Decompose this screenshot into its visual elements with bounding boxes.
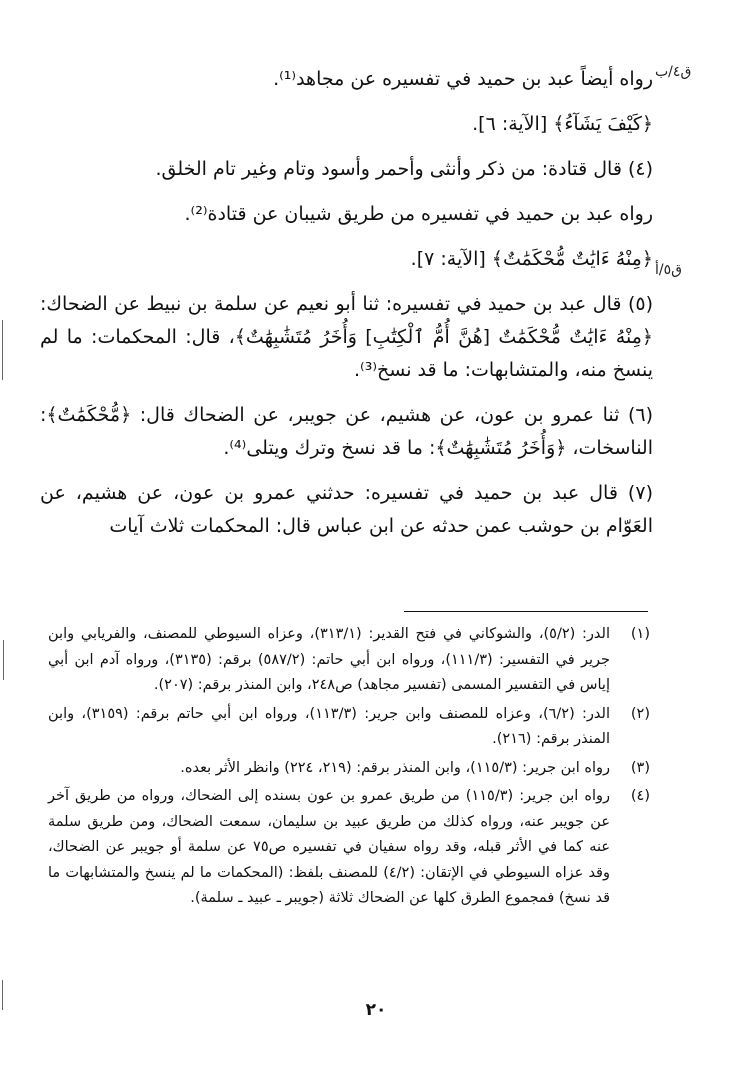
scan-edge-mark-1 <box>2 320 3 380</box>
footnote-text: رواه ابن جرير: (١١٥/٣)، وابن المنذر برقم: (٢١٩، ٢٢٤) وانظر الأثر بعده. <box>180 759 610 776</box>
paragraph-3: رواه عبد بن حميد في تفسيره من طريق شيبان عن قتادة⁽²⁾. <box>184 203 653 225</box>
paragraph-2: (٤) قال قتادة: من ذكر وأنثى وأحمر وأسود وتام وغير تام الخلق. <box>155 158 653 180</box>
paragraph-6: (٧) قال عبد بن حميد في تفسيره: حدثني عمرو بن عون، عن هشيم، عن العَوّام بن حوشب عمن حدثه عن ابن عباس قال: المحكمات ثلاث آيات <box>40 482 653 537</box>
verse-citation-2: ﴿مِنْهُ ءَايَٰتٌ مُّحْكَمَٰتٌ﴾ [الآية: ٧]. <box>410 248 653 270</box>
footnote-number: (٢) <box>630 705 650 722</box>
footnote-number: (١) <box>630 626 650 642</box>
manuscript-folio-note-1: ق٤/ب <box>655 64 692 80</box>
footnote-text: الدر: (٦/٢)، وعزاه للمصنف وابن جرير: (١١٣/٣)، ورواه ابن أبي حاتم برقم: (٣١٥٩)، وابن المنذر برقم: (٢١٦). <box>48 705 610 747</box>
footnote-text: الدر: (٥/٢)، والشوكاني في فتح القدير: (٣١٣/١)، وعزاه السيوطي للمصنف، والفريابي وابن جرير في التفسير: (١١١/٣)، ورواه ابن أبي حاتم: (٥٨٧/٢) برقم: (٣١٣٥)، ورواه آدم ابن أبي إياس في التفسير المسمى (تفسير مجاهد) ص٢٤٨، وابن المنذر برقم: (٢٠٧). <box>48 626 610 693</box>
footnote-3 <box>48 756 650 782</box>
footnotes <box>48 622 650 915</box>
manuscript-folio-note-2: ق٥/أ <box>655 262 683 278</box>
footnote-4 <box>48 784 650 912</box>
footnote-number: (٣) <box>630 759 650 776</box>
footnote-number: (٤) <box>630 788 650 804</box>
paragraph-4: (٥) قال عبد بن حميد في تفسيره: ثنا أبو نعيم عن سلمة بن نبيط عن الضحاك: ﴿مِنْهُ ءَايَٰتٌ مُّحْكَمَٰتٌ [هُنَّ أُمُّ ٱلْكِتَٰبِ] وَأُخَرُ مُتَشَٰبِهَٰتٌ﴾، قال: المحكمات: ما لم ينسخ منه، والمتشابهات: ما قد نسخ⁽³⁾. <box>40 293 653 381</box>
footnote-text: رواه ابن جرير: (١١٥/٣) من طريق عمرو بن عون بسنده إلى الضحاك، ورواه من طريق آخر عن جويبر عنه، ورواه كذلك من طريق عبيد بن سليمان، سمعت الضحاك، ومن طريق سلمة عنه كما في الأثر قبله، وقد رواه سفيان في تفسيره ص٧٥ عن سلمة أو جويبر عن الضحاك، وقد عزاه السيوطي في الإتقان: (٤/٢) للمصنف بلفظ: (المحكمات ما لم ينسخ والمتشابهات ما قد نسخ) فمجموع الطرق كلها عن الضحاك ثلاثة (جويبر ـ عبيد ـ سلمة). <box>48 788 611 906</box>
verse-citation-1: ﴿كَيْفَ يَشَآءُ﴾ [الآية: ٦]. <box>472 113 653 135</box>
scan-edge-mark-2 <box>3 640 4 680</box>
scan-edge-mark-3 <box>2 980 3 1010</box>
footnote-1 <box>48 622 650 699</box>
main-text <box>40 63 653 543</box>
footnote-2 <box>48 702 650 753</box>
footnote-divider <box>404 611 648 612</box>
page-number: ٢٠ <box>365 1000 387 1020</box>
paragraph-1: رواه أيضاً عبد بن حميد في تفسيره عن مجاهد⁽¹⁾. <box>273 68 653 90</box>
paragraph-5: (٦) ثنا عمرو بن عون، عن هشيم، عن جويبر، عن الضحاك قال: ﴿مُّحْكَمَٰتٌ﴾: الناسخات، ﴿وَأُخَرُ مُتَشَٰبِهَٰتٌ﴾: ما قد نسخ وترك ويتلى⁽⁴⁾. <box>40 404 653 459</box>
